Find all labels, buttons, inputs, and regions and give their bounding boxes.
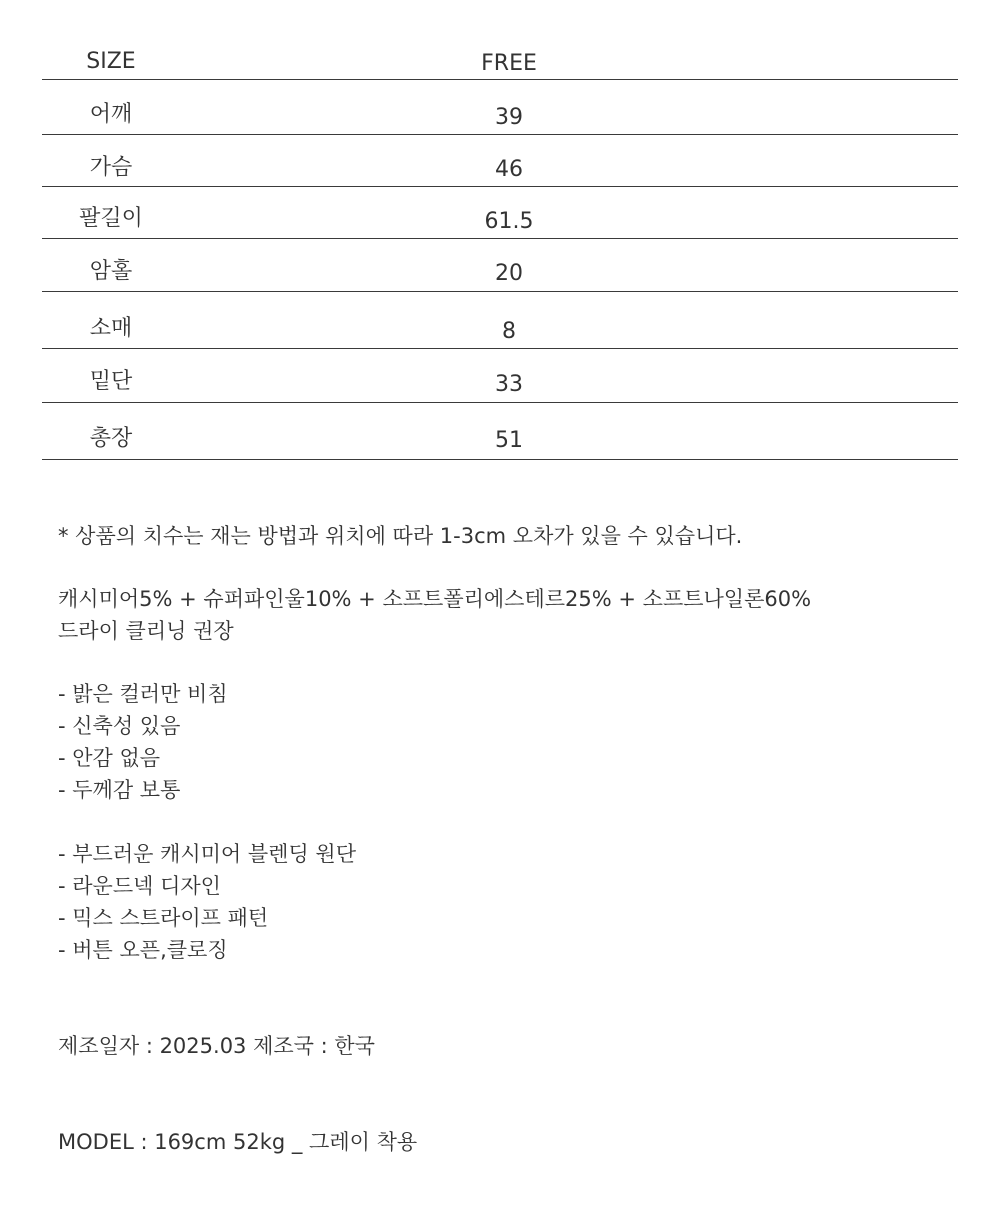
measurement-value: 46 <box>495 157 523 182</box>
care-instruction: 드라이 클리닝 권장 <box>58 619 234 643</box>
table-row <box>42 80 958 135</box>
measurement-value: 61.5 <box>484 209 534 234</box>
table-row <box>42 187 958 239</box>
size-table-header <box>42 40 958 80</box>
table-row <box>42 292 958 349</box>
table-row <box>42 403 958 460</box>
size-header-value: FREE <box>481 51 537 76</box>
table-row <box>42 349 958 403</box>
feature-item: - 믹스 스트라이프 패턴 <box>58 906 269 930</box>
property-item: - 밝은 컬러만 비침 <box>58 682 228 706</box>
measurement-label: 총장 <box>89 426 133 451</box>
size-table <box>42 40 958 460</box>
measurement-value: 20 <box>495 261 523 286</box>
measurement-note: * 상품의 치수는 재는 방법과 위치에 따라 1-3cm 오차가 있을 수 있습니다. <box>58 524 743 548</box>
measurement-label: 밑단 <box>89 369 133 394</box>
size-header-label: SIZE <box>86 49 136 74</box>
measurement-label: 소매 <box>89 316 133 341</box>
measurement-value: 33 <box>495 372 523 397</box>
table-row <box>42 239 958 292</box>
measurement-label: 가슴 <box>89 155 133 180</box>
manufacture-info: 제조일자 : 2025.03 제조국 : 한국 <box>58 1034 375 1058</box>
measurement-value: 51 <box>495 428 523 453</box>
model-info: MODEL : 169cm 52kg _ 그레이 착용 <box>58 1130 418 1154</box>
measurement-label: 팔길이 <box>79 206 143 231</box>
feature-item: - 부드러운 캐시미어 블렌딩 원단 <box>58 842 356 866</box>
property-item: - 두께감 보통 <box>58 778 181 802</box>
measurement-value: 39 <box>495 105 523 130</box>
table-row <box>42 135 958 187</box>
property-item: - 신축성 있음 <box>58 714 181 738</box>
measurement-label: 암홀 <box>89 259 133 284</box>
material-composition: 캐시미어5% + 슈퍼파인울10% + 소프트폴리에스테르25% + 소프트나일론60% <box>58 587 812 611</box>
feature-item: - 버튼 오픈,클로징 <box>58 938 228 962</box>
property-item: - 안감 없음 <box>58 746 161 770</box>
feature-item: - 라운드넥 디자인 <box>58 874 221 898</box>
measurement-value: 8 <box>502 319 516 344</box>
measurement-label: 어깨 <box>89 102 133 127</box>
